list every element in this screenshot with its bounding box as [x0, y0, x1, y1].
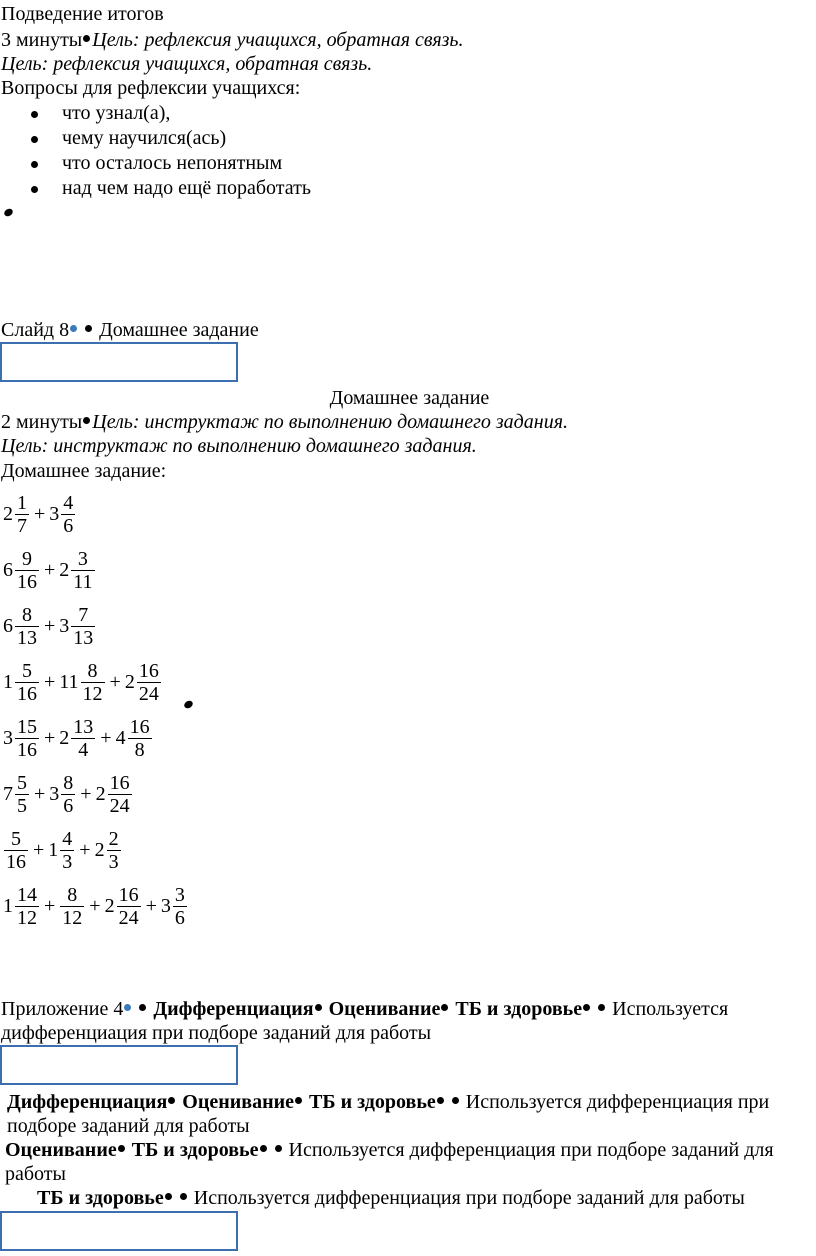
whole-part: 1 — [3, 894, 13, 917]
tb-label: ТБ и здоровье — [131, 1139, 259, 1161]
mixed-number — [3, 828, 29, 873]
fraction — [15, 492, 29, 537]
denominator: 5 — [17, 794, 27, 817]
bullet-icon — [31, 111, 38, 118]
bullet-icon — [70, 325, 77, 332]
question-item: что осталось непонятным — [62, 152, 283, 174]
fraction — [4, 828, 28, 873]
mixed-number — [3, 884, 40, 929]
mixed-number — [125, 660, 162, 705]
fraction — [15, 716, 39, 761]
plus-sign: + — [145, 894, 157, 917]
whole-part: 2 — [95, 782, 106, 805]
math-expression — [3, 765, 133, 823]
math-expression — [3, 485, 76, 543]
denominator: 12 — [82, 682, 103, 705]
mixed-number — [59, 884, 85, 929]
numerator: 8 — [67, 883, 78, 906]
whole-part: 6 — [3, 558, 13, 581]
eval-label: Оценивание — [5, 1139, 117, 1161]
fraction — [15, 660, 39, 705]
numerator: 15 — [17, 715, 37, 738]
math-expression — [3, 821, 122, 879]
mixed-number — [116, 716, 153, 761]
plus-sign: + — [44, 894, 56, 917]
denominator: 24 — [138, 682, 159, 705]
bullet-icon — [598, 1004, 605, 1011]
appendix4-text: Используется дифференциация при подборе заданий для работы — [1, 998, 729, 1044]
whole-part: 1 — [3, 670, 13, 693]
denominator: 11 — [73, 570, 93, 593]
whole-part: 2 — [59, 558, 70, 581]
fraction — [71, 548, 94, 593]
plus-sign: + — [44, 726, 56, 749]
diff-paragraph — [1, 1090, 813, 1138]
diff-label: Дифференциация — [153, 998, 314, 1020]
denominator: 16 — [17, 738, 37, 761]
plus-sign: + — [80, 782, 92, 805]
fraction — [15, 884, 39, 929]
homework-time: 2 минуты — [1, 411, 83, 433]
math-expression — [3, 653, 162, 711]
mixed-number — [3, 716, 40, 761]
fraction — [60, 884, 84, 929]
denominator: 13 — [17, 626, 37, 649]
bullet-icon — [441, 1004, 448, 1011]
eval-label: Оценивание — [182, 1091, 295, 1113]
numerator: 4 — [62, 827, 73, 850]
fraction — [108, 772, 132, 817]
fraction — [15, 548, 39, 593]
numerator: 8 — [63, 771, 74, 794]
mixed-number — [59, 716, 96, 761]
question-item: что узнал(а), — [62, 102, 171, 124]
homework-goal: Цель: инструктаж по выполнению домашнего задания. — [1, 435, 477, 457]
numerator: 8 — [87, 659, 98, 682]
mixed-number — [3, 660, 40, 705]
math-expression — [3, 597, 96, 655]
numerator: 5 — [11, 827, 21, 850]
mixed-number — [161, 884, 188, 929]
summary-time: 3 минуты — [1, 29, 83, 51]
math-expression — [3, 709, 153, 767]
homework-heading — [0, 386, 816, 410]
mixed-number — [3, 772, 30, 817]
appendix4-text: Используется дифференциация при подборе заданий для работы — [7, 1091, 770, 1137]
slide8-line — [1, 318, 259, 342]
bullet-icon — [31, 186, 38, 193]
slide8-label: Слайд 8 — [1, 319, 70, 341]
mixed-number — [3, 492, 30, 537]
bullet-icon — [83, 35, 90, 42]
whole-part: 2 — [59, 726, 70, 749]
numerator: 3 — [77, 547, 88, 570]
diff-label: Дифференциация — [7, 1091, 168, 1113]
whole-part: 4 — [115, 726, 126, 749]
numerator: 3 — [174, 883, 185, 906]
fraction — [61, 492, 75, 537]
fraction — [81, 660, 105, 705]
stray-bullet-icon — [183, 699, 194, 710]
math-expression — [3, 877, 188, 935]
eval-label: Оценивание — [328, 998, 441, 1020]
questions-heading: Вопросы для рефлексии учащихся: — [1, 77, 301, 99]
bullet-icon — [31, 136, 38, 143]
denominator: 6 — [63, 514, 74, 537]
bullet-icon — [180, 1193, 187, 1200]
denominator: 6 — [174, 906, 185, 929]
plus-sign: + — [79, 838, 91, 861]
mixed-number — [59, 604, 96, 649]
tb-label: ТБ и здоровье — [37, 1187, 164, 1209]
plus-sign: + — [34, 782, 46, 805]
plus-sign: + — [100, 726, 112, 749]
numerator: 1 — [17, 491, 27, 514]
denominator: 16 — [6, 850, 26, 873]
mixed-number — [48, 828, 75, 873]
bullet-icon — [168, 1097, 175, 1104]
bullet-icon — [31, 161, 38, 168]
math-expression — [3, 541, 96, 599]
bullet-icon — [124, 1004, 131, 1011]
denominator: 12 — [62, 906, 83, 929]
homework-label: Домашнее задание: — [1, 460, 167, 482]
tb-paragraph — [37, 1186, 745, 1210]
numerator: 4 — [63, 491, 74, 514]
whole-part: 3 — [49, 502, 60, 525]
appendix4-text: Используется дифференциация при подборе заданий для работы — [5, 1139, 774, 1185]
summary-title: Подведение итогов — [1, 3, 164, 25]
fraction — [71, 716, 95, 761]
plus-sign: + — [44, 558, 56, 581]
fraction — [60, 828, 74, 873]
bullet-icon — [260, 1145, 267, 1152]
fraction — [61, 772, 75, 817]
bullet-icon — [165, 1193, 172, 1200]
whole-part: 11 — [59, 670, 79, 693]
empty-frame — [0, 342, 238, 382]
whole-part: 3 — [3, 726, 13, 749]
mixed-number — [49, 772, 76, 817]
numerator: 8 — [22, 603, 32, 626]
mixed-number — [59, 660, 105, 705]
question-item: над чем надо ещё поработать — [62, 177, 311, 199]
bullet-icon — [275, 1145, 282, 1152]
whole-part: 7 — [3, 782, 13, 805]
mixed-number — [49, 492, 76, 537]
stray-bullet-icon — [3, 207, 14, 218]
whole-part: 3 — [160, 894, 171, 917]
fraction — [107, 828, 121, 873]
summary-goal: Цель: рефлексия учащихся, обратная связь. — [1, 53, 373, 75]
numerator: 16 — [109, 771, 130, 794]
numerator: 14 — [17, 883, 37, 906]
summary-time-line — [1, 28, 464, 52]
mixed-number — [95, 828, 122, 873]
bullet-icon — [295, 1097, 302, 1104]
denominator: 7 — [17, 514, 27, 537]
whole-part: 2 — [104, 894, 115, 917]
summary-goal-inline: Цель: рефлексия учащихся, обратная связь. — [92, 29, 464, 51]
plus-sign: + — [33, 838, 45, 861]
bullet-icon — [452, 1097, 459, 1104]
numerator: 5 — [22, 659, 32, 682]
bullet-icon — [85, 325, 92, 332]
eval-paragraph — [1, 1138, 813, 1186]
numerator: 16 — [129, 715, 150, 738]
appendix4-paragraph — [1, 997, 813, 1045]
denominator: 3 — [108, 850, 119, 873]
bullet-icon — [583, 1004, 590, 1011]
whole-part: 1 — [48, 838, 59, 861]
whole-part: 2 — [94, 838, 105, 861]
numerator: 5 — [17, 771, 27, 794]
whole-part: 2 — [3, 502, 13, 525]
bullet-icon — [139, 1004, 146, 1011]
whole-part: 3 — [49, 782, 60, 805]
denominator: 6 — [63, 794, 74, 817]
fraction — [173, 884, 187, 929]
numerator: 16 — [118, 883, 139, 906]
bullet-icon — [315, 1004, 322, 1011]
tb-label: ТБ и здоровье — [455, 998, 583, 1020]
plus-sign: + — [109, 670, 121, 693]
tb-label: ТБ и здоровье — [309, 1091, 436, 1113]
plus-sign: + — [44, 614, 56, 637]
whole-part: 6 — [3, 614, 13, 637]
fraction — [15, 772, 29, 817]
homework-goal-inline: Цель: инструктаж по выполнению домашнего задания. — [92, 411, 569, 433]
fraction — [15, 604, 39, 649]
denominator: 8 — [134, 738, 145, 761]
empty-frame — [0, 1211, 238, 1251]
denominator: 12 — [17, 906, 37, 929]
numerator: 9 — [22, 547, 32, 570]
mixed-number — [59, 548, 95, 593]
denominator: 24 — [109, 794, 130, 817]
denominator: 4 — [78, 738, 89, 761]
appendix4-text: Используется дифференциация при подборе заданий для работы — [193, 1187, 745, 1209]
homework-time-line — [1, 410, 568, 434]
bullet-icon — [437, 1097, 444, 1104]
question-item: чему научился(ась) — [62, 127, 227, 149]
bullet-icon — [83, 417, 90, 424]
mixed-number — [96, 772, 133, 817]
numerator: 13 — [73, 715, 94, 738]
denominator: 3 — [62, 850, 73, 873]
denominator: 16 — [17, 682, 37, 705]
denominator: 13 — [73, 626, 94, 649]
slide8-title: Домашнее задание — [99, 319, 259, 341]
denominator: 16 — [17, 570, 37, 593]
numerator: 16 — [138, 659, 159, 682]
fraction — [128, 716, 152, 761]
appendix4-label: Приложение 4 — [1, 998, 124, 1020]
plus-sign: + — [44, 670, 56, 693]
bullet-icon — [118, 1145, 125, 1152]
mixed-number — [3, 548, 40, 593]
fraction — [71, 604, 95, 649]
whole-part: 2 — [124, 670, 135, 693]
plus-sign: + — [34, 502, 46, 525]
mixed-number — [105, 884, 142, 929]
fraction — [117, 884, 141, 929]
empty-frame — [0, 1045, 238, 1085]
numerator: 7 — [78, 603, 89, 626]
whole-part: 3 — [59, 614, 70, 637]
plus-sign: + — [89, 894, 101, 917]
homework-heading-text: Домашнее задание — [329, 387, 490, 409]
numerator: 2 — [108, 827, 119, 850]
mixed-number — [3, 604, 40, 649]
denominator: 24 — [118, 906, 139, 929]
fraction — [137, 660, 161, 705]
